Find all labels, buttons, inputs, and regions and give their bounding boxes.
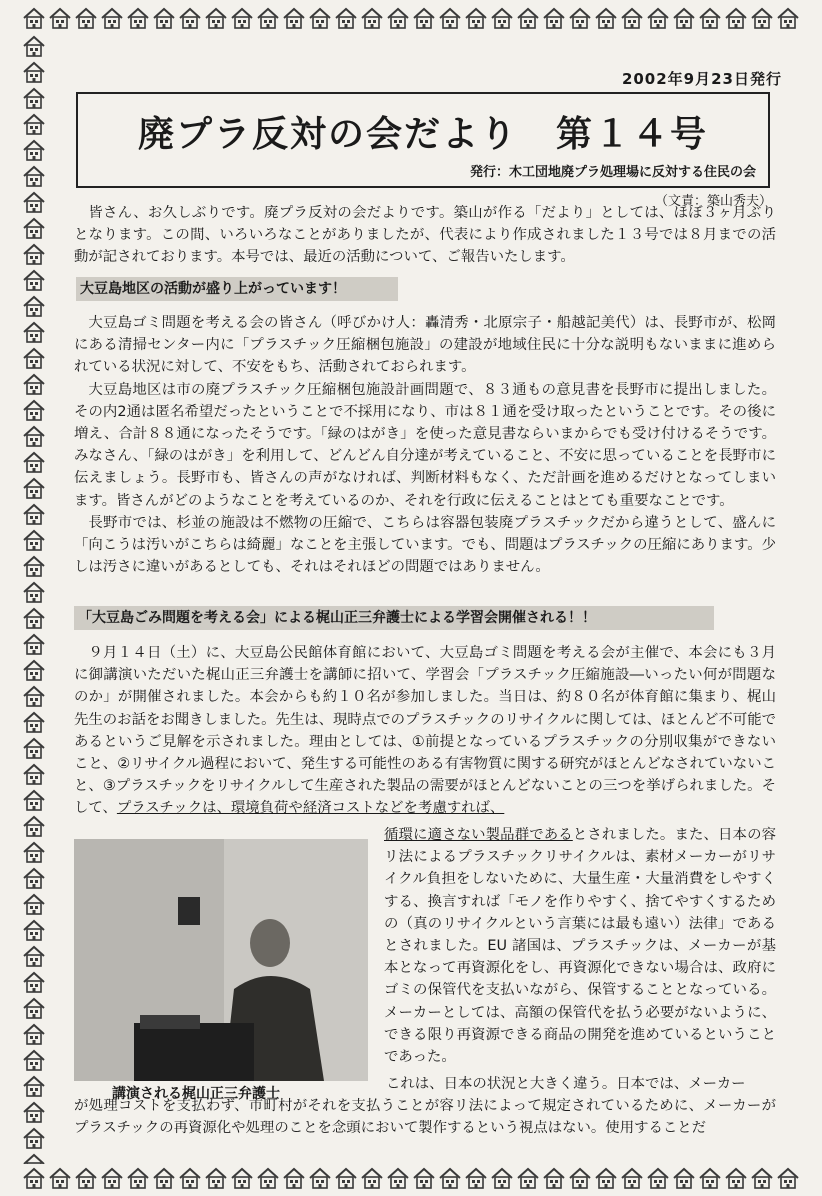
house-icon: [48, 1166, 72, 1190]
house-icon: [126, 1166, 150, 1190]
house-icon: [74, 1166, 98, 1190]
house-icon: [22, 112, 46, 136]
house-icon: [724, 6, 748, 30]
section1-paragraph: 大豆島地区は市の廃プラスチック圧縮梱包施設計画問題で、８３通もの意見書を長野市に提出しました。その内2通は匿名希望だったということで不採用になり、市は８１通を受け取ったということです。その後に増え、合計８８通になったそうです。「緑のはがき」を使った意見書ならいまからでも受け付けるそうです。みなさん、「緑のはがき」を利用して、どんどん自分達が考えていること、不安に思っていることを長野市に伝えましょう。長野市も、皆さんの声がなければ、判断材料もなく、ただ計画を進めるだけとなってしまいます。皆さんがどのようなことを考えているのか、それを行政に伝えることはとても重要なことです。: [74, 381, 776, 509]
house-icon: [22, 1126, 46, 1150]
house-icon: [360, 6, 384, 30]
house-icon: [750, 1166, 774, 1190]
house-icon: [22, 1074, 46, 1098]
house-icon: [152, 1166, 176, 1190]
house-icon: [22, 814, 46, 838]
house-icon: [22, 424, 46, 448]
house-icon: [22, 866, 46, 890]
house-icon: [22, 736, 46, 760]
title-box: [76, 92, 770, 188]
house-icon: [22, 996, 46, 1020]
house-icon: [22, 632, 46, 656]
house-icon: [776, 1166, 800, 1190]
house-icon: [22, 294, 46, 318]
house-icon: [100, 6, 124, 30]
house-icon: [22, 346, 46, 370]
house-icon: [542, 1166, 566, 1190]
house-icon: [178, 6, 202, 30]
house-icon: [256, 6, 280, 30]
house-icon: [22, 1048, 46, 1072]
house-icon: [490, 1166, 514, 1190]
house-icon: [22, 1100, 46, 1124]
house-icon: [22, 34, 46, 58]
house-icon: [22, 658, 46, 682]
house-icon: [724, 1166, 748, 1190]
decorative-border-bottom: [22, 1166, 812, 1192]
section1-paragraph: 長野市では、杉並の施設は不燃物の圧縮で、こちらは容器包装廃プラスチックだから違うとして、盛んに「向こうは汚いがこちらは綺麗」なことを主張しています。でも、問題はプラスチックの圧縮にあります。少しは汚さに違いがあるとしても、それはそれほどの問題ではありません。: [74, 514, 776, 576]
house-icon: [22, 398, 46, 422]
house-icon: [22, 372, 46, 396]
house-icon: [464, 6, 488, 30]
house-icon: [22, 164, 46, 188]
section2-heading: 「大豆島ごみ問題を考える会」による梶山正三弁護士による学習会開催される！！: [74, 606, 714, 630]
house-icon: [178, 1166, 202, 1190]
house-icon: [776, 6, 800, 30]
house-icon: [22, 60, 46, 84]
section2-paragraph-a: [74, 642, 776, 820]
house-icon: [308, 1166, 332, 1190]
publisher-line: 発行：木工団地廃プラ処理場に反対する住民の会: [469, 165, 756, 180]
house-icon: [256, 1166, 280, 1190]
house-icon: [22, 450, 46, 474]
decorative-border-top: [22, 6, 812, 32]
house-icon: [308, 6, 332, 30]
house-icon: [22, 1152, 46, 1164]
house-icon: [230, 6, 254, 30]
house-icon: [22, 268, 46, 292]
section2-text: ９月１４日（土）に、大豆島公民館体育館において、大豆島ゴミ問題を考える会が主催で、本会にも３月に御講演いただいた梶山正三弁護士を講師に招いて、学習会「プラスチック圧縮施設―いったい何が問題なのか」が開催されました。本会からも約１０名が参加しました。当日は、約８０名が体育館に集まり、梶山先生のお話をお聞きしました。先生は、現時点でのプラスチックのリサイクルに関しては、ほとんど不可能であるというご見解を示されました。理由としては、①前提となっているプラスチックの分別収集ができないこと、②リサイクル過程において、発生する可能性のある有害物質に関する研究がほとんどなされていないこと、③プラスチックをリサイクルして生産された製品の需要がほとんどないことの三つを挙げられました。そして、: [74, 645, 776, 817]
house-icon: [22, 762, 46, 786]
house-icon: [334, 6, 358, 30]
house-icon: [698, 1166, 722, 1190]
house-icon: [22, 788, 46, 812]
house-icon: [386, 6, 410, 30]
house-icon: [22, 710, 46, 734]
newsletter-content: [72, 40, 782, 1156]
issue-date: 2002年9月23日発行: [621, 70, 782, 88]
house-icon: [22, 554, 46, 578]
section2-paragraph-c: [74, 1073, 776, 1140]
section1-paragraph: 大豆島ゴミ問題を考える会の皆さん（呼びかけ人：轟清秀・北原宗子・船越記美代）は、長野市が、松岡にある清掃センター内に「プラスチック圧縮梱包施設」の建設が地域住民に十分な説明もないままに進められている状況に対して、不安をもち、活動されておられます。: [74, 315, 776, 376]
newsletter-title: 廃プラ反対の会だより 第１４号: [138, 113, 709, 155]
house-icon: [22, 970, 46, 994]
author-credit: （文責：築山秀夫）: [654, 194, 772, 209]
house-icon: [594, 6, 618, 30]
house-icon: [230, 1166, 254, 1190]
house-icon: [22, 606, 46, 630]
house-icon: [412, 1166, 436, 1190]
section1-heading: 大豆島地区の活動が盛り上がっています！: [76, 277, 398, 301]
intro-paragraph: 皆さん、お久しぶりです。廃プラ反対の会だよりです。築山が作る「だより」としては、ほぼ３ヶ月ぶりとなります。この間、いろいろなことがありましたが、代表により作成されました１３号では８月までの活動が記されております。本号では、最近の活動について、ご報告いたします。: [74, 205, 776, 266]
house-icon: [620, 6, 644, 30]
house-icon: [100, 1166, 124, 1190]
house-icon: [620, 1166, 644, 1190]
house-icon: [568, 6, 592, 30]
house-icon: [22, 138, 46, 162]
house-icon: [74, 6, 98, 30]
house-icon: [282, 6, 306, 30]
house-icon: [542, 6, 566, 30]
house-icon: [204, 6, 228, 30]
section2-underlined-text: 循環に適さない製品群である: [384, 827, 573, 843]
house-icon: [646, 6, 670, 30]
house-icon: [464, 1166, 488, 1190]
house-icon: [22, 944, 46, 968]
house-icon: [516, 6, 540, 30]
house-icon: [22, 684, 46, 708]
house-icon: [22, 892, 46, 916]
house-icon: [22, 242, 46, 266]
section2-text: が処理コストを支払わず、市町村がそれを支払うことが容リ法によって規定されているために、メーカーがプラスチックの再資源化や処理のことを念頭において製作するという視点はない。使用することだ: [74, 1098, 776, 1137]
section2-text: とされました。また、日本の容リ法によるプラスチックリサイクルは、素材メーカーがリサイクル負担をしないために、大量生産・大量消費をしやすくする、換言すれば「モノを作りやすく、捨てやすくするための（真のリサイクルという言葉には最も遠い）法律」であるとされました。EU 諸国は、プラスチックは、メーカーが基本となって再資源化をし、再資源化できない場合は、政府にゴミの保管代を支払いながら、保管することとなっている。メーカーとしては、高額の保管代を払う必要がないように、できる限り再資源できる商品の開発を進めているということであった。: [384, 827, 776, 1066]
house-icon: [438, 6, 462, 30]
house-icon: [22, 6, 46, 30]
house-icon: [22, 918, 46, 942]
house-icon: [282, 1166, 306, 1190]
house-icon: [22, 840, 46, 864]
house-icon: [48, 6, 72, 30]
house-icon: [334, 1166, 358, 1190]
house-icon: [22, 86, 46, 110]
house-icon: [438, 1166, 462, 1190]
house-icon: [204, 1166, 228, 1190]
house-icon: [672, 1166, 696, 1190]
section2-paragraph-b: [384, 824, 776, 1068]
house-icon: [360, 1166, 384, 1190]
section2-text: これは、日本の状況と大きく違う。日本では、メーカー: [386, 1076, 746, 1092]
house-icon: [152, 6, 176, 30]
house-icon: [22, 1022, 46, 1046]
decorative-border-left: [22, 34, 48, 1164]
house-icon: [490, 6, 514, 30]
section1-body: [74, 312, 776, 578]
house-icon: [672, 6, 696, 30]
house-icon: [412, 6, 436, 30]
house-icon: [22, 580, 46, 604]
house-icon: [22, 502, 46, 526]
section2-underlined-text: プラスチックは、環境負荷や経済コストなどを考慮すれば、: [116, 800, 505, 817]
house-icon: [750, 6, 774, 30]
house-icon: [22, 190, 46, 214]
photo-caption: 講演される梶山正三弁護士: [112, 1086, 280, 1102]
house-icon: [22, 216, 46, 240]
house-icon: [594, 1166, 618, 1190]
house-icon: [386, 1166, 410, 1190]
lecture-photo: [74, 839, 368, 1081]
house-icon: [568, 1166, 592, 1190]
house-icon: [22, 528, 46, 552]
house-icon: [22, 1166, 46, 1190]
house-icon: [698, 6, 722, 30]
house-icon: [126, 6, 150, 30]
house-icon: [516, 1166, 540, 1190]
house-icon: [646, 1166, 670, 1190]
house-icon: [22, 320, 46, 344]
house-icon: [22, 476, 46, 500]
